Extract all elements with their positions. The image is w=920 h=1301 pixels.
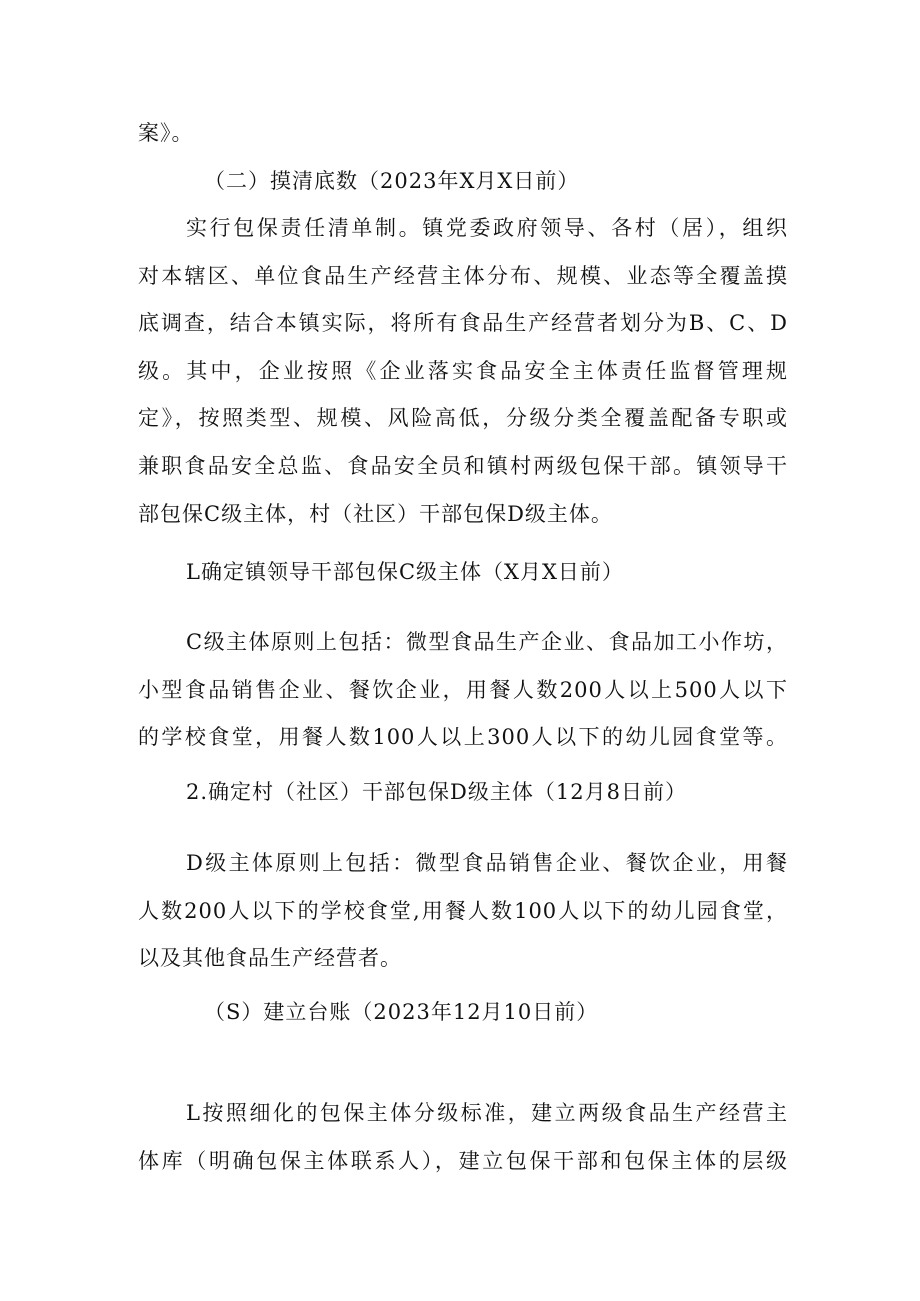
text-line-5: 底调查，结合本镇实际，将所有食品生产经营者划分为B、C、D <box>138 311 788 335</box>
text-line-1: 案》。 <box>138 121 194 145</box>
subheading-c-level: L确定镇领导干部包保C级主体（X月X日前） <box>186 560 624 584</box>
text-line-13: 的学校食堂，用餐人数100人以上300人以下的幼儿园食堂等。 <box>138 725 788 749</box>
text-line-17: 以及其他食品生产经营者。 <box>138 946 402 970</box>
text-line-9: 部包保C级主体，村（社区）干部包保D级主体。 <box>138 502 613 526</box>
section-heading-3: （S）建立台账（2023年12月10日前） <box>204 1000 599 1024</box>
text-line-6: 级。其中，企业按照《企业落实食品安全主体责任监督管理规 <box>138 359 788 383</box>
text-line-15: D级主体原则上包括：微型食品销售企业、餐饮企业，用餐 <box>186 851 788 875</box>
text-line-12: 小型食品销售企业、餐饮企业，用餐人数200人以上500人以下 <box>138 678 788 702</box>
text-line-11: C级主体原则上包括：微型食品生产企业、食品加工小作坊， <box>186 630 788 654</box>
text-line-20: 体库（明确包保主体联系人），建立包保干部和包保主体的层级 <box>138 1149 788 1173</box>
text-line-8: 兼职食品安全总监、食品安全员和镇村两级包保干部。镇领导干 <box>138 454 788 478</box>
text-line-4: 对本辖区、单位食品生产经营主体分布、规模、业态等全覆盖摸 <box>138 264 788 288</box>
section-heading-2: （二）摸清底数（2023年X月X日前） <box>204 169 580 193</box>
text-line-19: L按照细化的包保主体分级标准，建立两级食品生产经营主 <box>186 1101 788 1125</box>
text-line-7: 定》，按照类型、规模、风险高低，分级分类全覆盖配备专职或 <box>138 406 788 430</box>
text-line-16: 人数200人以下的学校食堂,用餐人数100人以下的幼儿园食堂， <box>138 899 788 923</box>
text-line-3: 实行包保责任清单制。镇党委政府领导、各村（居），组织 <box>186 216 788 240</box>
subheading-d-level: 2.确定村（社区）干部包保D级主体（12月8日前） <box>186 780 687 804</box>
